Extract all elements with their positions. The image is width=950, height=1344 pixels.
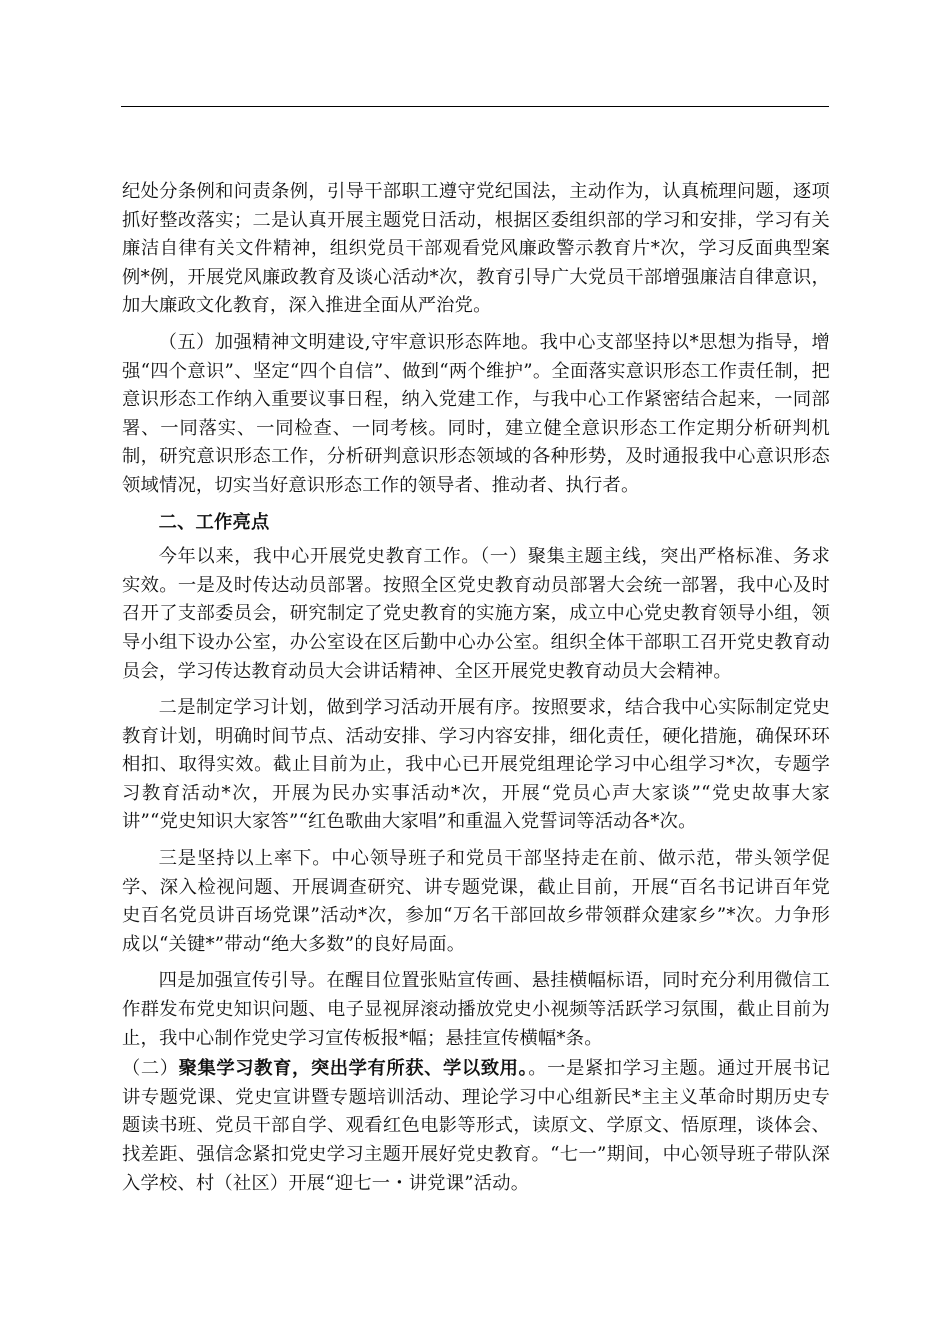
paragraph-ideology-work: （五）加强精神文明建设,守牢意识形态阵地。我中心支部坚持以*思想为指导，增强“四个意识”、坚定“四个自信”、做到“两个维护”。全面落实意识形态工作责任制，把意识形态工作纳入重要议事日程，纳入党建工作，与我中心工作紧密结合起来，一同部署、一同落实、一同检查、一同考核。同时，建立健全意识形态工作定期分析研判机制，研究意识形态工作，分析研判意识形态领域的各种形势，及时通报我中心意识形态领域情况，切实当好意识形态工作的领导者、推动者、执行者。 bbox=[122, 331, 830, 496]
subsection-body: 。一是紧扣学习主题。通过开展书记讲专题党课、党史宣讲暨专题培训活动、理论学习中心组新民*主主义革命时期历史专题读书班、党员干部自学、观看红色电影等形式，读原文、学原文、悟原理，谈体会、找差距、强信念紧扣党史学习主题开展好党史教育。“七一”期间，中心领导班子带队深入学校、村（社区）开展“迎七一・讲党课”活动。 bbox=[122, 1058, 830, 1194]
header-rule bbox=[121, 106, 829, 107]
subsection-bold-lead: 聚集学习教育，突出学有所获、学以致用。 bbox=[178, 1058, 529, 1080]
document-body bbox=[122, 178, 830, 1206]
paragraph-publicity: 四是加强宣传引导。在醒目位置张贴宣传画、悬挂横幅标语，同时充分利用微信工作群发布党史知识问题、电子显视屏滚动播放党史小视频等活跃学习氛围，截止目前为止，我中心制作党史学习宣传板报*幅；悬挂宣传横幅*条。 bbox=[122, 970, 830, 1049]
paragraph-discipline-education: 纪处分条例和问责条例，引导干部职工遵守党纪国法，主动作为，认真梳理问题，逐项抓好整改落实；二是认真开展主题党日活动，根据区委组织部的学习和安排，学习有关廉洁自律有关文件精神，组织党员干部观看党风廉政警示教育片*次，学习反面典型案例*例，开展党风廉政教育及谈心活动*次，教育引导广大党员干部增强廉洁自律意识，加大廉政文化教育，深入推进全面从严治党。 bbox=[122, 181, 830, 317]
paragraph-lead-by-example: 三是坚持以上率下。中心领导班子和党员干部坚持走在前、做示范，带头领学促学、深入检视问题、开展调查研究、讲专题党课，截止目前，开展“百名书记讲百年党史百名党员讲百场党课”活动*次，参加“万名干部回故乡带领群众建家乡”*次。力争形成以“关键*”带动“绝大多数”的良好局面。 bbox=[122, 848, 830, 955]
subsection-prefix: （二） bbox=[122, 1058, 179, 1080]
paragraph-study-education bbox=[122, 1055, 830, 1198]
section-heading-highlights: 二、工作亮点 bbox=[158, 511, 270, 533]
paragraph-study-plan: 二是制定学习计划，做到学习活动开展有序。按照要求，结合我中心实际制定党史教育计划，明确时间节点、活动安排、学习内容安排，细化责任，硬化措施，确保环环相扣、取得实效。截止目前为止，我中心已开展党组理论学习中心组学习*次，专题学习教育活动*次，开展为民办实事活动*次，开展“党员心声大家谈”“党史故事大家讲”“党史知识大家答”“红色歌曲大家唱”和重温入党誓词等活动各*次。 bbox=[122, 697, 830, 833]
paragraph-party-history-mobilization: 今年以来，我中心开展党史教育工作。（一）聚集主题主线，突出严格标准、务求实效。一是及时传达动员部署。按照全区党史教育动员部署大会统一部署，我中心及时召开了支部委员会，研究制定了党史教育的实施方案，成立中心党史教育领导小组，领导小组下设办公室，办公室设在区后勤中心办公室。组织全体干部职工召开党史教育动员会，学习传达教育动员大会讲话精神、全区开展党史教育动员大会精神。 bbox=[122, 546, 830, 682]
